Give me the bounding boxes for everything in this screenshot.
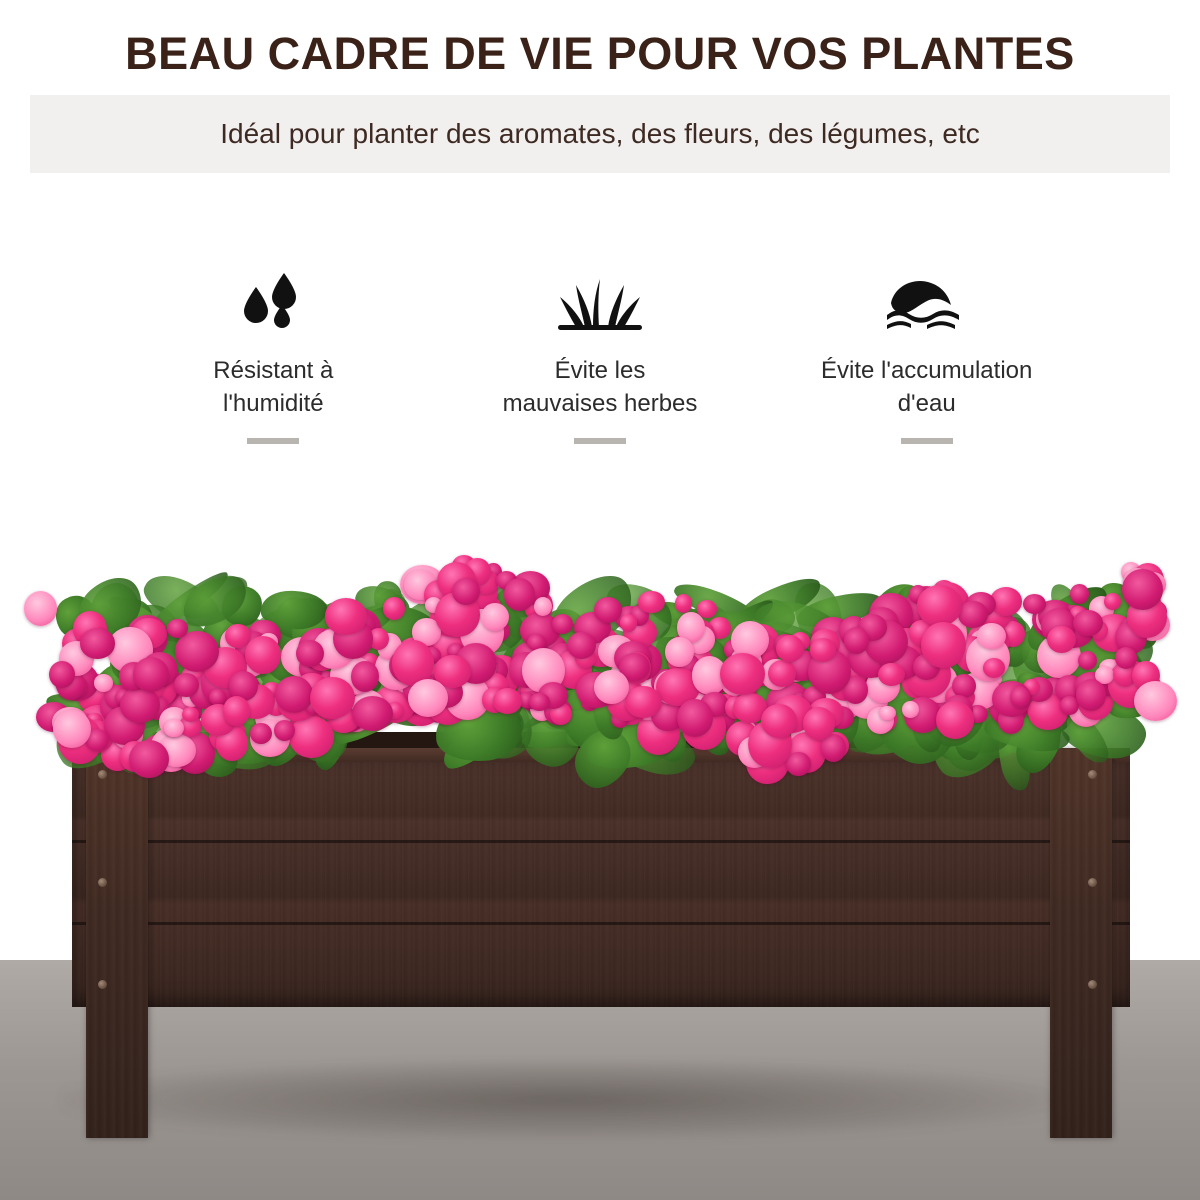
flower-bloom	[665, 637, 694, 666]
feature-list	[0, 269, 1200, 444]
flower-bloom	[594, 670, 629, 704]
flower-bloom	[129, 740, 169, 778]
flower-bloom	[245, 636, 281, 674]
flower-bloom	[620, 614, 637, 632]
planter-front-panel	[72, 762, 1130, 1007]
flower-bloom	[977, 623, 1006, 650]
feature-label	[503, 355, 698, 420]
flower-bloom	[182, 707, 198, 722]
feature-underline	[574, 438, 626, 444]
flower-bloom	[24, 591, 57, 626]
flower-bloom	[917, 585, 962, 626]
flower-bloom	[481, 603, 509, 631]
flower-bloom	[250, 723, 272, 744]
feature-label-line1: Évite les	[554, 357, 646, 385]
flower-bloom	[879, 706, 896, 721]
feature-label-line1: Évite l'accumulation	[821, 357, 1033, 385]
feature-label-line2: d'eau	[897, 389, 956, 417]
flower-bloom	[352, 696, 393, 731]
flower-bloom	[310, 677, 355, 719]
plank-seam	[72, 922, 1130, 925]
photo-top-fade	[0, 500, 1200, 540]
feature-underline	[901, 438, 953, 444]
feature-underline	[247, 438, 299, 444]
flower-bloom	[1104, 593, 1122, 610]
flower-bloom	[786, 752, 810, 776]
flower-bloom	[878, 663, 905, 686]
page-subtitle: Idéal pour planter des aromates, des fleurs, des légumes, etc	[220, 118, 980, 150]
flower-arrangement	[40, 510, 1160, 780]
water-drops-icon	[232, 269, 314, 333]
flower-bloom	[164, 719, 183, 738]
flower-bloom	[174, 673, 198, 697]
flower-bloom	[383, 597, 405, 620]
feature-item-no-water-buildup	[763, 269, 1090, 444]
flower-bloom	[80, 628, 115, 658]
flower-bloom	[325, 598, 367, 634]
screw-icon	[1088, 980, 1097, 989]
screw-icon	[98, 980, 107, 989]
feature-label-line1: Résistant à	[213, 357, 334, 385]
flower-bloom	[49, 661, 76, 688]
flower-bloom	[567, 632, 596, 659]
feature-label-line2: l'humidité	[223, 389, 324, 417]
flower-bloom	[768, 660, 796, 687]
flower-bloom	[493, 688, 522, 714]
planter-leg-left	[86, 748, 148, 1138]
flower-bloom	[529, 693, 550, 711]
flower-bloom	[534, 597, 552, 616]
flower-bloom	[810, 638, 836, 662]
flower-bloom	[983, 658, 1005, 677]
flower-bloom	[803, 707, 835, 740]
flower-bloom	[1023, 594, 1046, 614]
flower-bloom	[504, 578, 535, 611]
feature-label	[213, 355, 333, 420]
flower-bloom	[936, 701, 974, 739]
flower-bloom	[638, 591, 664, 614]
flower-bloom	[275, 676, 313, 713]
flower-bloom	[902, 701, 919, 717]
flower-bloom	[720, 653, 765, 695]
subtitle-band	[30, 95, 1170, 173]
planter-leg-right	[1050, 748, 1112, 1138]
feature-item-moisture-resistant	[110, 269, 437, 444]
flower-bloom	[120, 687, 160, 722]
feature-label	[821, 355, 1032, 420]
water-wave-icon	[881, 269, 973, 333]
feature-label-line2: mauvaises herbes	[502, 389, 698, 417]
flower-bloom	[625, 686, 662, 718]
flower-bloom	[1134, 681, 1177, 721]
screw-icon	[1088, 878, 1097, 887]
feature-item-no-weeds	[437, 269, 764, 444]
flower-bloom	[274, 720, 295, 741]
flower-bloom	[921, 622, 966, 669]
product-photo	[0, 500, 1200, 1200]
flower-bloom	[1122, 569, 1163, 610]
flower-bloom	[53, 710, 91, 748]
flower-bloom	[761, 704, 797, 738]
flower-bloom	[1078, 651, 1097, 669]
wooden-planter-box	[72, 762, 1130, 1162]
flower-bloom	[94, 674, 113, 692]
screw-icon	[98, 878, 107, 887]
grass-icon	[554, 269, 646, 333]
flower-bloom	[1047, 626, 1076, 654]
page-title: BEAU CADRE DE VIE POUR VOS PLANTES	[125, 28, 1075, 79]
flower-bloom	[776, 635, 804, 662]
flower-bloom	[133, 657, 169, 692]
plank-seam	[72, 840, 1130, 843]
flower-bloom	[289, 716, 334, 758]
